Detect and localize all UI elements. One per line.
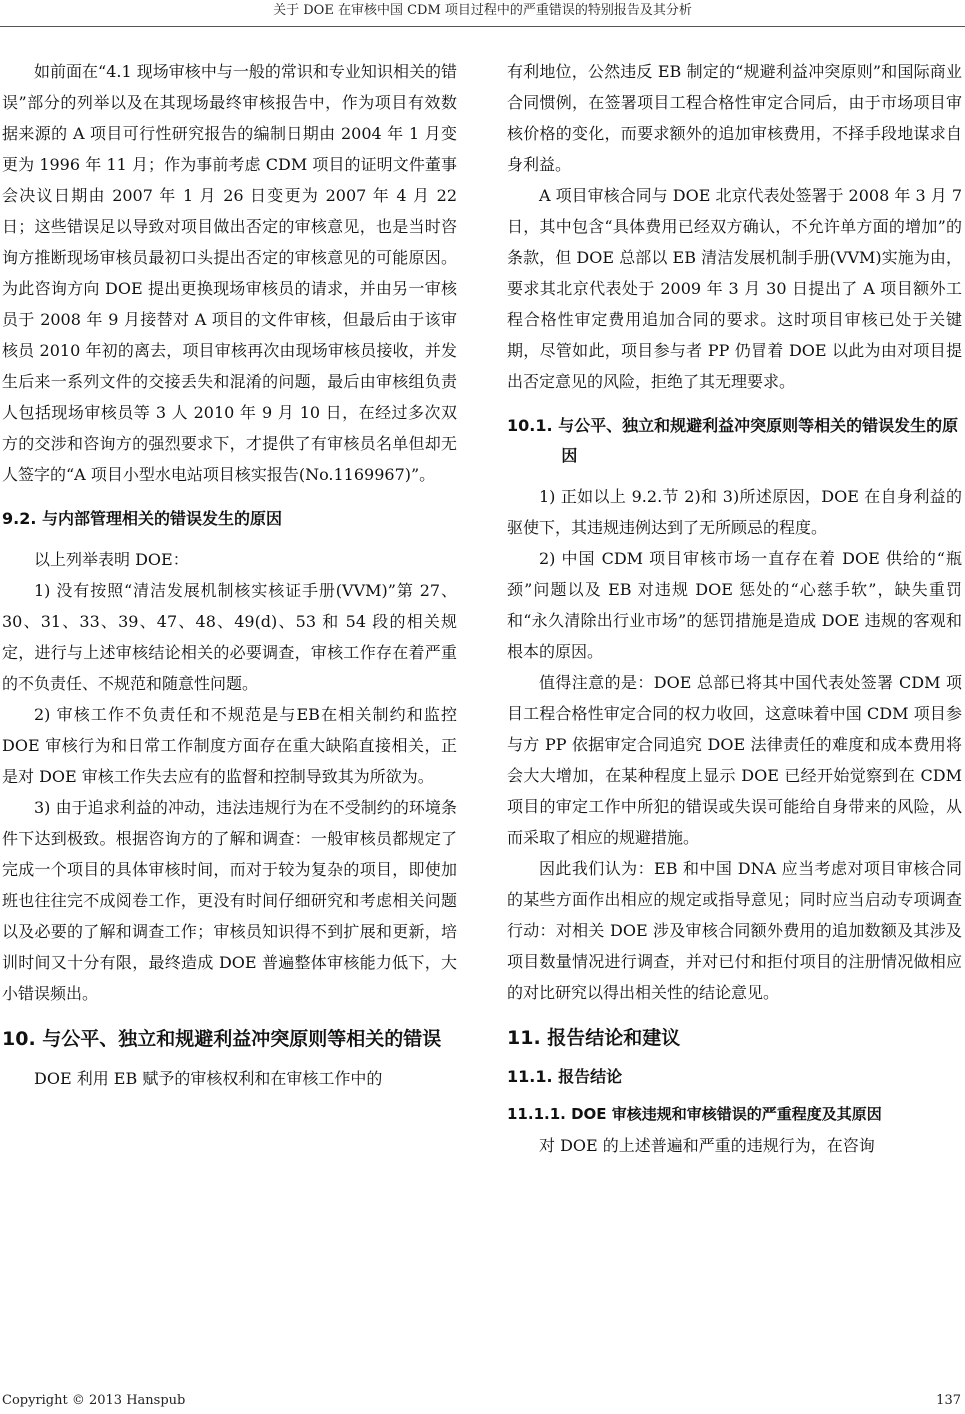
section-heading-11-1: 11.1. 报告结论 — [507, 1067, 623, 1086]
paragraph: 2) 中国 CDM 项目审核市场一直存在着 DOE 供给的“瓶颈”问题以及 EB 对违规 DOE 惩处的“心慈手软”，缺失重罚和“永久清除出行业市场”的惩罚措施是造成 DOE 违规的客观和根本的原因。 — [507, 549, 962, 661]
section-heading-9-2: 9.2. 与内部管理相关的错误发生的原因 — [2, 509, 282, 528]
paragraph: 因此我们认为：EB 和中国 DNA 应当考虑对项目审核合同的某些方面作出相应的规定或指导意见；同时应当启动专项调查行动：对相关 DOE 涉及审核合同额外费用的追加数额及其涉及项目数量情况进行调查，并对已付和拒付项目的注册情况做相应的对比研究以得出相关性的结论意见。 — [507, 859, 962, 1002]
paragraph: 1) 没有按照“清洁发展机制核实核证手册(VVM)”第 27、30、31、33、39、47、48、49(d)、53 和 54 段的相关规定，进行与上述审核结论相关的必要调查，审核工作存在着严重的不负责任、不规范和随意性问题。 — [2, 581, 457, 693]
paragraph: DOE 利用 EB 赋予的审核权利和在审核工作中的 — [34, 1069, 383, 1088]
paragraph: 2) 审核工作不负责任和不规范是与EB在相关制约和监控 DOE 审核行为和日常工作制度方面存在重大缺陷直接相关，正是对 DOE 审核工作失去应有的监督和控制导致其为所欲为。 — [2, 705, 457, 786]
paragraph: 以上列举表明 DOE： — [34, 550, 189, 569]
left-column — [2, 56, 457, 1094]
paragraph: 1) 正如以上 9.2.节 2)和 3)所述原因，DOE 在自身利益的驱使下，其违规违例达到了无所顾忌的程度。 — [507, 487, 962, 537]
paragraph: 3) 由于追求利益的冲动，违法违规行为在不受制约的环境条件下达到极致。根据咨询方的了解和调查：一般审核员都规定了完成一个项目的具体审核时间，而对于较为复杂的项目，即使加班也往往完不成阅卷工作，更没有时间仔细研究和考虑相关问题以及必要的了解和调查工作；审核员知识得不到扩展和更新，培训时间又十分有限，最终造成 DOE 普遍整体审核能力低下，大小错误频出。 — [2, 798, 457, 1003]
right-column — [507, 56, 962, 1161]
copyright-footer: Copyright © 2013 Hanspub — [2, 1393, 186, 1408]
paragraph: 如前面在“4.1 现场审核中与一般的常识和专业知识相关的错误”部分的列举以及在其现场最终审核报告中，作为项目有效数据来源的 A 项目可行性研究报告的编制日期由 2004 年 1 月变更为 1996 年 11 月；作为事前考虑 CDM 项目的证明文件董事会决议日期由 2007 年 1 月 26 日变更为 2007 年 4 月 22 日；这些错误足以导致对项目做出否定的审核意见，也是当时咨询方推断现场审核员最初口头提出否定的审核意见的可能原因。为此咨询方向 DOE 提出更换现场审核员的请求，并由另一审核员于 2008 年 9 月接替对 A 项目的文件审核，但最后由于该审核员 2010 年初的离去，项目审核再次由现场审核员接收，并发生后来一系列文件的交接丢失和混淆的问题，最后由审核组负责人包括现场审核员等 3 人 2010 年 9 月 10 日，在经过多次双方的交涉和咨询方的强烈要求下，才提供了有审核员名单但却无人签字的“A 项目小型水电站项目核实报告(No.1169967)”。 — [2, 62, 457, 484]
section-heading-10: 10. 与公平、独立和规避利益冲突原则等相关的错误 — [2, 1028, 442, 1050]
running-header: 关于 DOE 在审核中国 CDM 项目过程中的严重错误的特别报告及其分析 — [0, 0, 965, 27]
section-heading-11: 11. 报告结论和建议 — [507, 1027, 681, 1049]
page-number: 137 — [936, 1393, 961, 1408]
paragraph: 对 DOE 的上述普遍和严重的违规行为，在咨询 — [539, 1136, 875, 1155]
paragraph: A 项目审核合同与 DOE 北京代表处签署于 2008 年 3 月 7 日，其中包含“具体费用已经双方确认，不允许单方面的增加”的条款，但 DOE 总部以 EB 清洁发展机制手册(VVM)实施为由，要求其北京代表处于 2009 年 3 月 30 日提出了 A 项目额外工程合格性审定费用追加合同的要求。这时项目审核已处于关键期，尽管如此，项目参与者 PP 仍冒着 DOE 以此为由对项目提出否定意见的风险，拒绝了其无理要求。 — [507, 186, 962, 391]
section-heading-11-1-1: 11.1.1. DOE 审核违规和审核错误的严重程度及其原因 — [507, 1105, 882, 1123]
paragraph: 值得注意的是：DOE 总部已将其中国代表处签署 CDM 项目工程合格性审定合同的权力收回，这意味着中国 CDM 项目参与方 PP 依据审定合同追究 DOE 法律责任的难度和成本费用将会大大增加，在某种程度上显示 DOE 已经开始觉察到在 CDM 项目的审定工作中所犯的错误或失误可能给自身带来的风险，从而采取了相应的规避措施。 — [507, 673, 962, 847]
paragraph: 有利地位，公然违反 EB 制定的“规避利益冲突原则”和国际商业合同惯例，在签署项目工程合格性审定合同后，由于市场项目审核价格的变化，而要求额外的追加审核费用，不择手段地谋求自身利益。 — [507, 62, 962, 174]
section-heading-10-1: 10.1. 与公平、独立和规避利益冲突原则等相关的错误发生的原因 — [507, 416, 959, 465]
